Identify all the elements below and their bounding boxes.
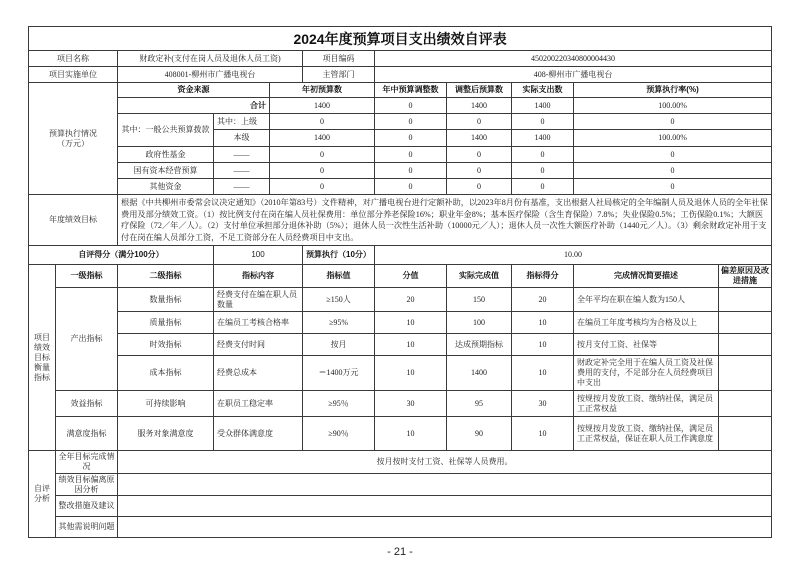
header-actual: 实际完成值 — [447, 265, 512, 288]
analysis-item-value — [118, 496, 772, 517]
project-unit-value: 408001-柳州市广播电视台 — [118, 67, 303, 83]
indicator-content: 受众群体满意度 — [214, 417, 303, 451]
indicator-weight: 30 — [375, 391, 447, 417]
indicator-section-label: 项目绩效目标衡量指标 — [29, 265, 56, 451]
cell-value: 0 — [375, 114, 447, 130]
analysis-section-label: 自评分析 — [29, 451, 56, 538]
analysis-row — [29, 451, 772, 474]
indicator-deviation — [719, 288, 772, 312]
indicator-actual: 100 — [447, 312, 512, 334]
level2-indicator: 质量指标 — [118, 312, 214, 334]
indicator-header-row — [29, 265, 772, 288]
cell-value: 100.00% — [574, 130, 772, 147]
self-score-label: 自评得分（满分100分） — [29, 246, 214, 265]
header-initial-budget: 年初预算数 — [270, 83, 375, 98]
analysis-row — [29, 474, 772, 496]
budget-header-row — [29, 83, 772, 98]
indicator-target: ≥150人 — [303, 288, 375, 312]
budget-row-state-capital — [29, 163, 772, 179]
indicator-actual: 95 — [447, 391, 512, 417]
dash-placeholder: —— — [214, 163, 270, 179]
analysis-item-label: 全年目标完成情况 — [56, 451, 118, 474]
indicator-score: 10 — [512, 356, 574, 391]
fund-label: 其他资金 — [118, 179, 214, 195]
level2-indicator: 时效指标 — [118, 334, 214, 356]
cell-value: 0 — [574, 147, 772, 163]
header-execution-rate: 预算执行率(%) — [574, 83, 772, 98]
indicator-actual: 150 — [447, 288, 512, 312]
header-content: 指标内容 — [214, 265, 303, 288]
indicator-actual: 90 — [447, 417, 512, 451]
dash-placeholder: —— — [214, 147, 270, 163]
indicator-row — [29, 312, 772, 334]
self-score-row — [29, 246, 772, 265]
cell-value: 0 — [512, 179, 574, 195]
annual-goal-row — [29, 195, 772, 246]
indicator-target: ＝1400万元 — [303, 356, 375, 391]
analysis-item-value: 按月按时支付工资、社保等人员费用。 — [118, 451, 772, 474]
budget-execution-score-label: 预算执行（10分） — [303, 246, 375, 265]
cell-value: 0 — [270, 114, 375, 130]
dept-value: 408-柳州市广播电视台 — [375, 67, 772, 83]
budget-row-upper — [29, 114, 772, 130]
header-midyear-adjustment: 年中预算调整数 — [375, 83, 447, 98]
level2-indicator: 可持续影响 — [118, 391, 214, 417]
indicator-weight: 10 — [375, 417, 447, 451]
evaluation-table — [28, 26, 772, 538]
page-number: - 21 - — [387, 546, 413, 558]
dept-label: 主管部门 — [303, 67, 375, 83]
cell-value: 0 — [375, 130, 447, 147]
budget-label: 预算执行情况 — [49, 128, 97, 138]
indicator-deviation — [719, 391, 772, 417]
analysis-row — [29, 517, 772, 538]
project-unit-label: 项目实施单位 — [29, 67, 118, 83]
project-code-value: 450200220340800004430 — [375, 51, 772, 67]
header-deviation: 偏差原因及改进措施 — [719, 265, 772, 288]
cell-value: 0 — [270, 147, 375, 163]
dash-placeholder: —— — [214, 179, 270, 195]
project-code-label: 项目编码 — [303, 51, 375, 67]
fund-label: 国有资本经营预算 — [118, 163, 214, 179]
page-title: 2024年度预算项目支出绩效自评表 — [29, 27, 772, 51]
indicator-deviation — [719, 417, 772, 451]
project-unit-row — [29, 67, 772, 83]
indicator-row — [29, 417, 772, 451]
indicator-score: 10 — [512, 334, 574, 356]
indicator-content: 经费支付在编在职人员数量 — [214, 288, 303, 312]
header-weight: 分值 — [375, 265, 447, 288]
indicator-description: 按规按月发放工资、缴纳社保，满足员工正常权益 — [574, 391, 719, 417]
header-level1: 一级指标 — [56, 265, 118, 288]
cell-value: 1400 — [512, 98, 574, 114]
level1-indicator: 效益指标 — [56, 391, 118, 417]
indicator-weight: 10 — [375, 334, 447, 356]
indicator-actual: 1400 — [447, 356, 512, 391]
indicator-content: 经费支付时间 — [214, 334, 303, 356]
level1-indicator: 满意度指标 — [56, 417, 118, 451]
indicator-score: 30 — [512, 391, 574, 417]
cell-value: 0 — [447, 179, 512, 195]
indicator-description: 按规按月发放工资、缴纳社保，满足员工正常权益，保证在职人员工作满意度 — [574, 417, 719, 451]
indicator-row — [29, 356, 772, 391]
indicator-description: 财政定补完全用于在编人员工资及社保费用的支付，不足部分在人员经费项目中支出 — [574, 356, 719, 391]
fund-label: 政府性基金 — [118, 147, 214, 163]
budget-row-other — [29, 179, 772, 195]
cell-value: 0 — [574, 163, 772, 179]
budget-row-gov-fund — [29, 147, 772, 163]
cell-value: 0 — [447, 114, 512, 130]
project-name-label: 项目名称 — [29, 51, 118, 67]
indicator-weight: 20 — [375, 288, 447, 312]
analysis-item-value — [118, 517, 772, 538]
budget-unit: （万元） — [57, 138, 89, 148]
level2-indicator: 成本指标 — [118, 356, 214, 391]
header-actual-expenditure: 实际支出数 — [512, 83, 574, 98]
indicator-description: 在编员工年度考核均为合格及以上 — [574, 312, 719, 334]
cell-value: 0 — [447, 163, 512, 179]
cell-value: 0 — [270, 163, 375, 179]
general-budget-label: 其中：一般公共预算拨款 — [118, 114, 214, 147]
cell-value: 0 — [512, 114, 574, 130]
performance-evaluation-sheet — [28, 26, 771, 538]
indicator-score: 10 — [512, 312, 574, 334]
indicator-row — [29, 391, 772, 417]
indicator-actual: 达成预期指标 — [447, 334, 512, 356]
indicator-deviation — [719, 334, 772, 356]
cell-value: 1400 — [512, 130, 574, 147]
project-name-row — [29, 51, 772, 67]
indicator-row — [29, 288, 772, 312]
total-label: 合计 — [118, 98, 270, 114]
cell-value: 0 — [574, 114, 772, 130]
budget-execution-score-value: 10.00 — [375, 246, 772, 265]
indicator-target: ≥95% — [303, 312, 375, 334]
cell-value: 100.00% — [574, 98, 772, 114]
level2-indicator: 数量指标 — [118, 288, 214, 312]
header-score: 指标得分 — [512, 265, 574, 288]
cell-value: 0 — [375, 163, 447, 179]
header-fund-source: 资金来源 — [118, 83, 270, 98]
budget-section-label — [29, 83, 118, 195]
level2-indicator: 服务对象满意度 — [118, 417, 214, 451]
cell-value: 0 — [574, 179, 772, 195]
header-target: 指标值 — [303, 265, 375, 288]
cell-value: 0 — [375, 98, 447, 114]
cell-value: 0 — [512, 163, 574, 179]
cell-value: 1400 — [447, 130, 512, 147]
upper-label: 其中：上级 — [214, 114, 270, 130]
indicator-content: 在职员工稳定率 — [214, 391, 303, 417]
cell-value: 1400 — [270, 130, 375, 147]
cell-value: 0 — [270, 179, 375, 195]
indicator-deviation — [719, 312, 772, 334]
budget-row-total — [29, 98, 772, 114]
analysis-item-label: 绩效目标偏离原因分析 — [56, 474, 118, 496]
indicator-target: ≥95％ — [303, 391, 375, 417]
self-score-value: 100 — [214, 246, 303, 265]
indicator-weight: 10 — [375, 356, 447, 391]
indicator-description: 全年平均在职在编人数为150人 — [574, 288, 719, 312]
local-label: 本级 — [214, 130, 270, 147]
level1-indicator: 产出指标 — [56, 288, 118, 391]
analysis-item-label: 整改措施及建议 — [56, 496, 118, 517]
indicator-row — [29, 334, 772, 356]
header-adjusted-budget: 调整后预算数 — [447, 83, 512, 98]
cell-value: 0 — [447, 147, 512, 163]
analysis-item-value — [118, 474, 772, 496]
cell-value: 1400 — [270, 98, 375, 114]
annual-goal-text: 根据《中共柳州市委常会议决定通知》（2010年第83号）文件精神，对广播电视台进行定额补助，以2023年8月份有基准，支出根据人社局核定的全年编制人员及退休人员的全年社保费用及部分绩效工资。（1）按比例支付在岗在编人员社保费用：单位部分养老保险16%；职业年金8%；基本医疗保险（含生育保险）7.8%；失业保险0.5%；工伤保险0.1%；大额医疗保险（72／年／人）。（2）支付单位承担部分退休补助（5%）；退休人员一次性生活补助（10000元／人）；退休人员一次性大额医疗补助（1440元／人）。（3）剩余财政定补用于支付在岗在编人员部分工资，不足工资部分在人员经费项目中支出。 — [118, 195, 772, 246]
project-name-value: 财政定补(支付在岗人员及退休人员工资) — [118, 51, 303, 67]
indicator-description: 按月支付工资、社保等 — [574, 334, 719, 356]
cell-value: 1400 — [447, 98, 512, 114]
indicator-target: ≥90％ — [303, 417, 375, 451]
header-description: 完成情况简要描述 — [574, 265, 719, 288]
cell-value: 0 — [512, 147, 574, 163]
analysis-row — [29, 496, 772, 517]
indicator-content: 在编员工考核合格率 — [214, 312, 303, 334]
header-level2: 二级指标 — [118, 265, 214, 288]
indicator-content: 经费总成本 — [214, 356, 303, 391]
cell-value: 0 — [375, 147, 447, 163]
cell-value: 0 — [375, 179, 447, 195]
indicator-score: 10 — [512, 417, 574, 451]
indicator-score: 20 — [512, 288, 574, 312]
indicator-weight: 10 — [375, 312, 447, 334]
annual-goal-label: 年度绩效目标 — [29, 195, 118, 246]
indicator-deviation — [719, 356, 772, 391]
analysis-item-label: 其他需说明问题 — [56, 517, 118, 538]
indicator-target: 按月 — [303, 334, 375, 356]
